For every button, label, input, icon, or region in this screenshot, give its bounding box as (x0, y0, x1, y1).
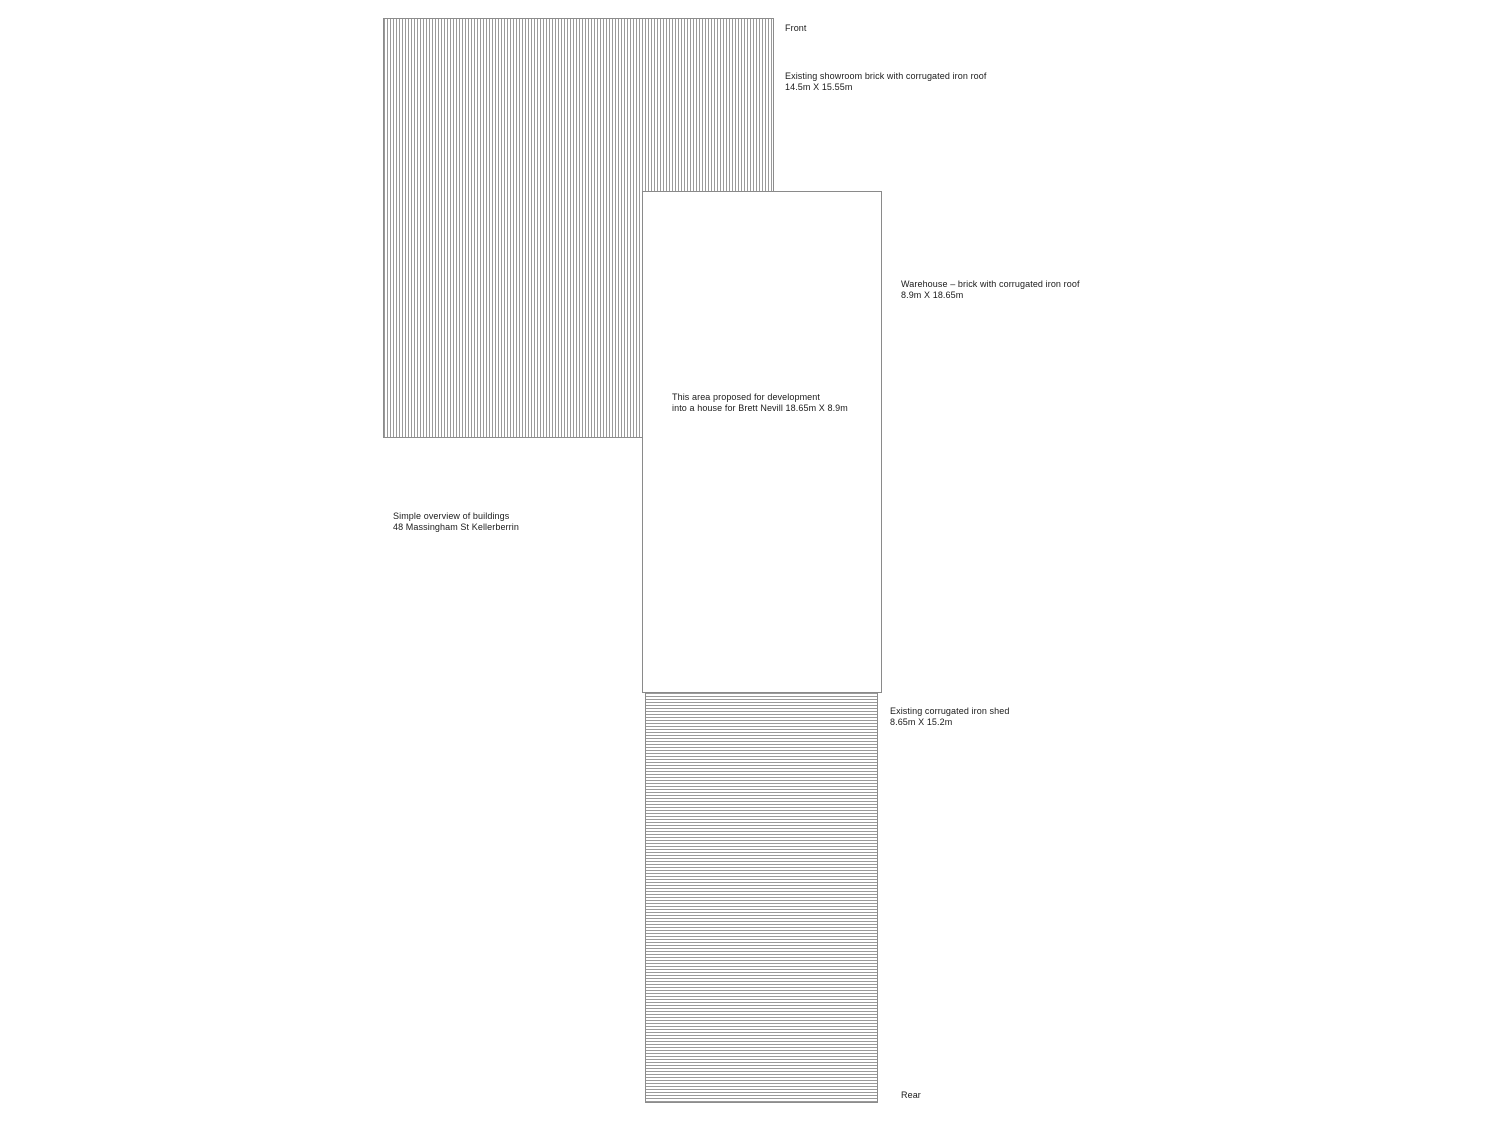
front-label-text: Front (785, 23, 807, 33)
shed-label (890, 706, 1009, 727)
warehouse-label-line2: 8.9m X 18.65m (901, 289, 964, 300)
overview-title: Simple overview of buildings (393, 511, 510, 521)
warehouse-label (901, 279, 1080, 300)
showroom-label-line1: Existing showroom brick with corrugated iron roof (785, 71, 987, 81)
corrugated-iron-shed (645, 692, 878, 1103)
showroom-label-line2: 14.5m X 15.55m (785, 81, 853, 92)
shed-label-line1: Existing corrugated iron shed (890, 706, 1010, 716)
overview-address: 48 Massingham St Kellerberrin (393, 521, 519, 532)
showroom-label (785, 71, 986, 92)
shed-label-line2: 8.65m X 15.2m (890, 716, 953, 727)
front-label (785, 23, 807, 34)
development-label-line2: into a house for Brett Nevill 18.65m X 8.9m (672, 402, 848, 413)
overview-label (393, 511, 519, 532)
development-label-line1: This area proposed for development (672, 392, 820, 402)
warehouse-development-area (642, 191, 882, 693)
development-label (672, 392, 848, 413)
rear-label (901, 1090, 921, 1101)
warehouse-label-line1: Warehouse – brick with corrugated iron roof (901, 279, 1080, 289)
rear-label-text: Rear (901, 1090, 921, 1100)
